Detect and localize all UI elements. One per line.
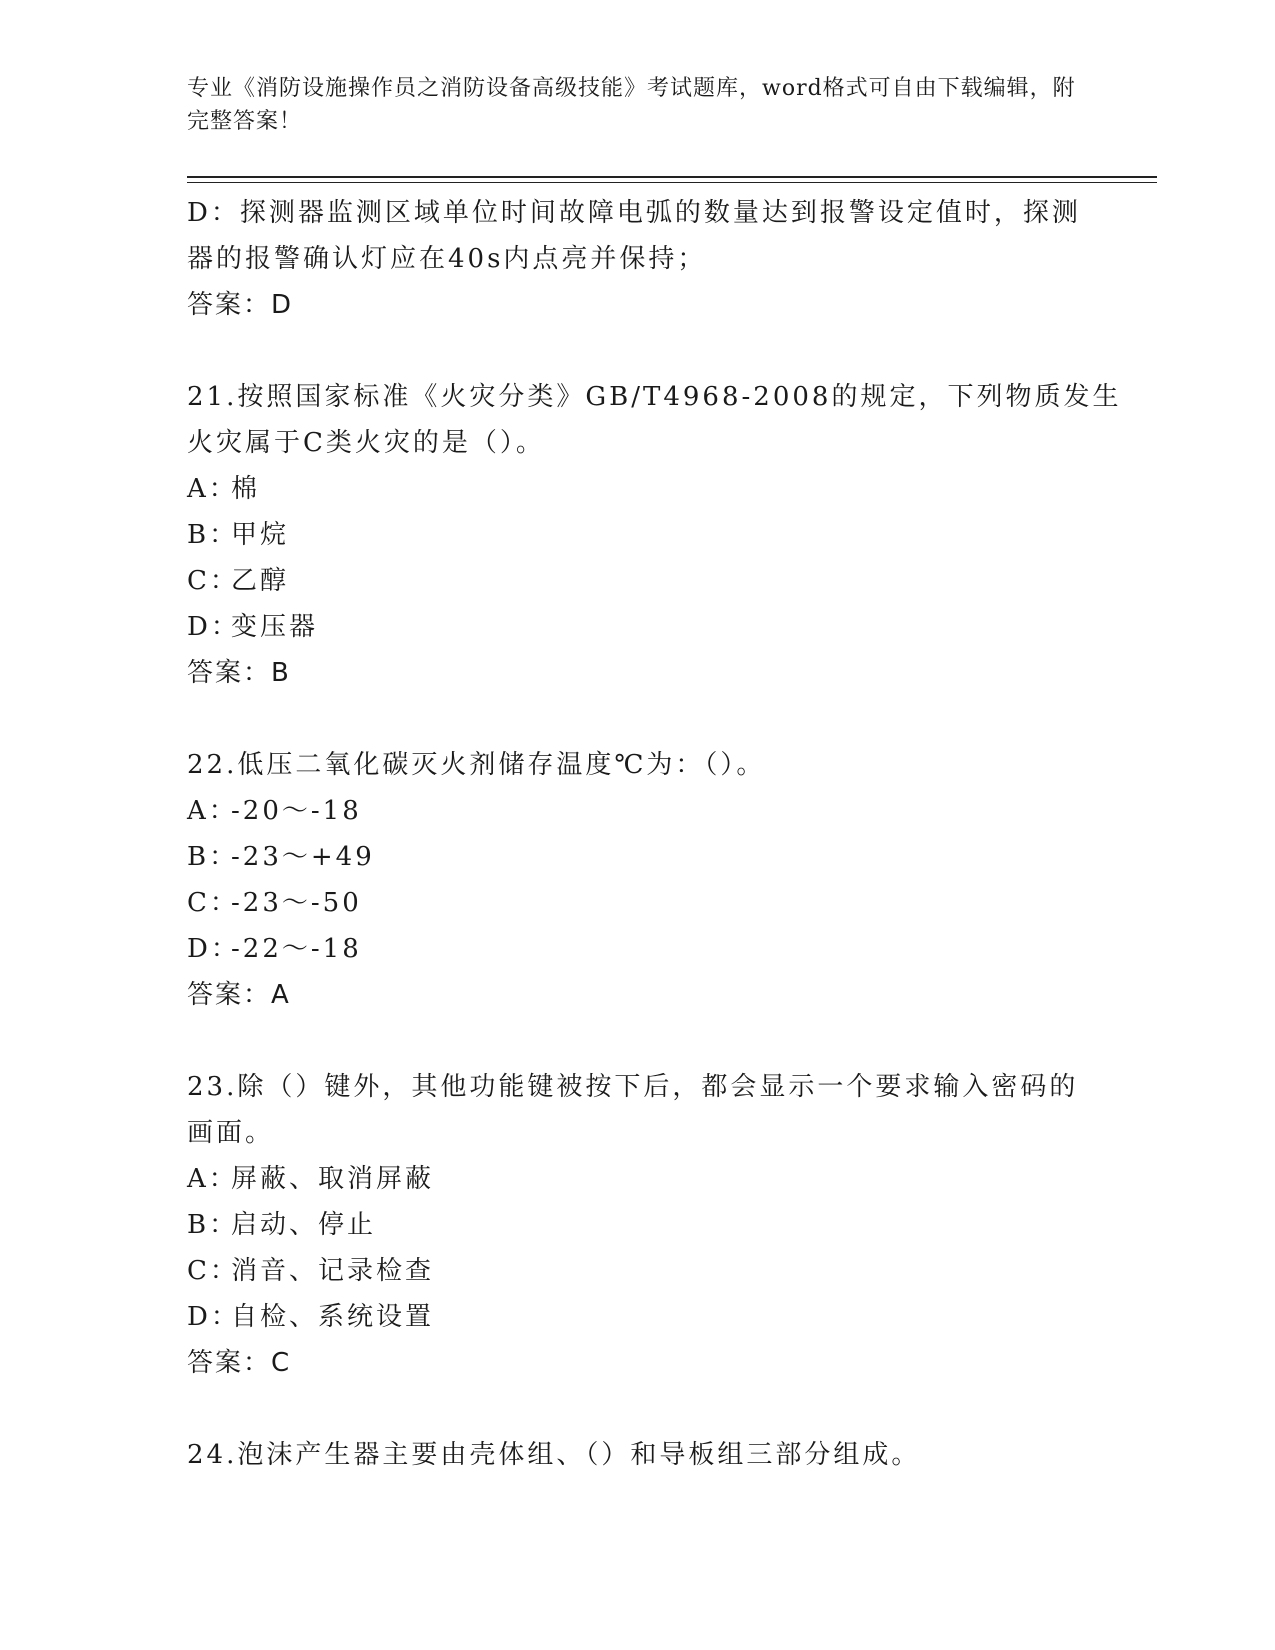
question-stem-line-2: 画面。: [187, 1118, 275, 1148]
option-key: C：: [187, 888, 239, 918]
option-key: B：: [187, 520, 239, 550]
header-divider-thin: [187, 182, 1157, 183]
option-key: A：: [187, 1164, 238, 1194]
option-text: -23～+49: [231, 842, 375, 872]
option-d-line-2: 器的报警确认灯应在40s内点亮并保持；: [187, 244, 707, 274]
question-stem-line-1: 24.泡沫产生器主要由壳体组、（）和导板组三部分组成。: [187, 1440, 921, 1470]
question-stem-line-1: 22.低压二氧化碳灭火剂储存温度℃为：（）。: [187, 750, 766, 780]
option-key: B：: [187, 842, 239, 872]
option-b: [187, 834, 1087, 880]
spacer: [187, 696, 1087, 742]
document-header: [187, 72, 1087, 138]
option-text: 乙醇: [231, 566, 290, 596]
answer-line: 答案：A: [187, 980, 291, 1010]
spacer: [187, 328, 1087, 374]
option-a: [187, 466, 1087, 512]
header-divider-thick: [187, 176, 1157, 178]
option-key: C：: [187, 566, 239, 596]
header-text: 专业《消防设施操作员之消防设备高级技能》考试题库，word格式可自由下载编辑，附完整答案！: [187, 76, 1076, 134]
option-a: [187, 1156, 1087, 1202]
option-d: [187, 926, 1087, 972]
option-key: D：: [187, 934, 240, 964]
option-c: [187, 880, 1087, 926]
previous-question-tail: [187, 190, 1087, 328]
option-b: [187, 1202, 1087, 1248]
question-stem-line-1: 21.按照国家标准《火灾分类》GB/T4968-2008的规定，下列物质发生: [187, 382, 1122, 412]
option-c: [187, 1248, 1087, 1294]
option-b: [187, 512, 1087, 558]
option-text: 甲烷: [231, 520, 290, 550]
option-text: 棉: [231, 474, 261, 504]
option-text: -22～-18: [231, 934, 362, 964]
spacer: [187, 1018, 1087, 1064]
option-d: [187, 1294, 1087, 1340]
option-a: [187, 788, 1087, 834]
option-text: -23～-50: [231, 888, 362, 918]
option-key: D：: [187, 1302, 240, 1332]
question-22: [187, 742, 1087, 1018]
answer-line: 答案：C: [187, 1348, 292, 1378]
option-text: 变压器: [231, 612, 319, 642]
question-stem-line-2: 火灾属于C类火灾的是（）。: [187, 428, 545, 458]
option-text: -20～-18: [231, 796, 362, 826]
question-stem-line-1: 23.除（）键外，其他功能键被按下后，都会显示一个要求输入密码的: [187, 1072, 1079, 1102]
question-23: [187, 1064, 1087, 1386]
option-text: 启动、停止: [231, 1210, 377, 1240]
option-key: A：: [187, 474, 238, 504]
question-21: [187, 374, 1122, 696]
answer-line: 答案：B: [187, 658, 291, 688]
option-key: B：: [187, 1210, 239, 1240]
option-key: C：: [187, 1256, 239, 1286]
option-text: 自检、系统设置: [231, 1302, 435, 1332]
option-d: [187, 604, 1087, 650]
option-key: D：: [187, 612, 240, 642]
option-text: 屏蔽、取消屏蔽: [231, 1164, 435, 1194]
question-24: [187, 1432, 1087, 1478]
answer-line: 答案：D: [187, 290, 294, 320]
option-key: A：: [187, 796, 238, 826]
option-d-line-1: D：探测器监测区域单位时间故障电弧的数量达到报警设定值时，探测: [187, 198, 1081, 228]
question-content: [187, 190, 1122, 1478]
spacer: [187, 1386, 1087, 1432]
option-text: 消音、记录检查: [231, 1256, 435, 1286]
option-c: [187, 558, 1087, 604]
